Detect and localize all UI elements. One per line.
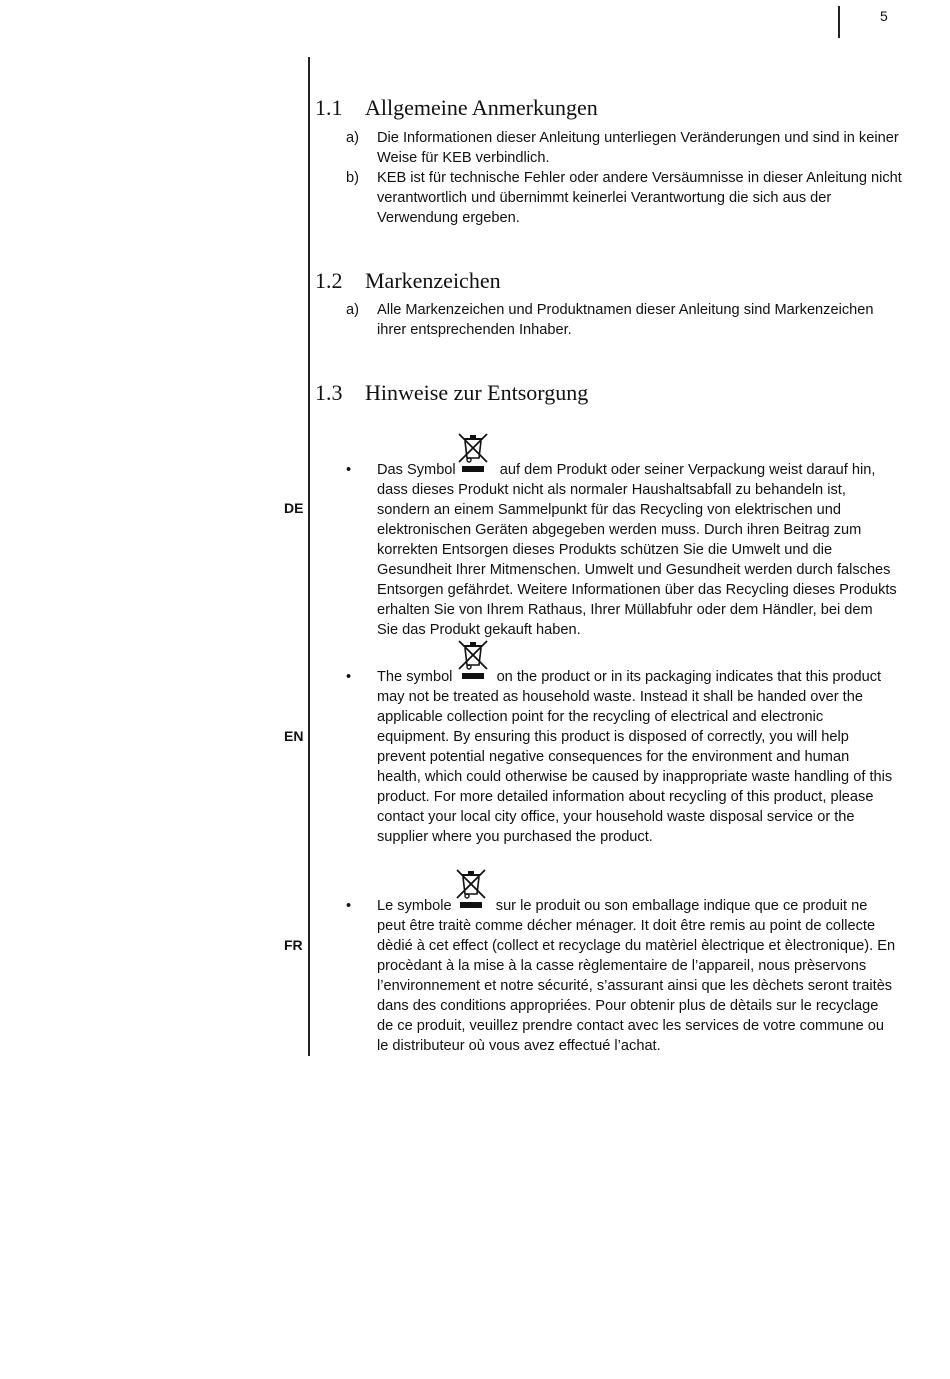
para-text-after: auf dem Produkt oder seiner Verpackung weist darauf hin, dass dieses Produkt nicht als normaler Haushaltsabfall zu behandeln ist, sondern an einem Sammelpunkt für das Recycling von elektrischen und elektronischen Geräten abgegeben werden muss. Durch ihren Beitrag zum korrekten Entsorgen dieses Produkts schützen Sie die Umwelt und die Gesundheit Ihrer Mitmenschen. Umwelt und Gesundheit werden durch falsches Entsorgen gefährdet. Weitere Informationen über das Recycling dieses Produkts erhalten Sie von Ihrem Rathaus, Ihrer Müllabfuhr oder dem Händler, bei dem Sie das Produkt gekauft haben. <box>377 462 897 638</box>
page-number: 5 <box>880 8 888 24</box>
language-label-en: EN <box>284 728 304 744</box>
disposal-paragraph-de <box>377 460 897 640</box>
list-text: Die Informationen dieser Anleitung unterliegen Veränderungen und sind in keiner Weise für KEB verbindlich. <box>377 130 899 166</box>
language-label-fr: FR <box>284 937 303 953</box>
list-item <box>346 168 906 228</box>
para-text-after: on the product or in its packaging indicates that this product may not be treated as household waste. Instead it shall be handed over the applicable collection point for the recycling of electrical and electronic equipment. By ensuring this product is disposed of correctly, you will help prevent potential negative consequences for the environment and human health, which could otherwise be caused by inappropriate waste handling of this product. For more detailed information about recycling of this product, please contact your local city office, your household waste disposal service or the supplier where you purchased the product. <box>377 669 893 845</box>
section-number: 1.3 <box>315 380 343 405</box>
bullet: • <box>346 669 352 685</box>
language-label-de: DE <box>284 500 304 516</box>
section-number: 1.1 <box>315 95 343 120</box>
list-text: KEB ist für technische Fehler oder andere Versäumnisse in dieser Anleitung nicht verantwortlich und übernimmt keinerlei Verantwortung die sich aus der Verwendung ergeben. <box>377 170 902 226</box>
bullet: • <box>346 462 352 478</box>
section-heading-1-1 <box>315 95 598 121</box>
para-text-before: The symbol <box>377 669 453 685</box>
section-heading-1-3 <box>315 380 588 406</box>
section-title: Allgemeine Anmerkungen <box>365 95 598 120</box>
para-text-after: sur le produit ou son emballage indique que ce produit ne peut être traitè comme décher ménager. It doit être remis au point de collecte dèdié à cet effect (collect et recyclage du matèriel èlectrique et èlectronique). En procèdant à la mise à la casse règlementaire de l’appareil, nous prèservons l’environnement et notre sécurité, s’assurant ainsi que les dèchets seront traitès dans des conditions appropriées. Pour obtenir plus de dètails sur le recyclage de ce produit, veuillez prendre contact avec les services de votre commune ou le distributeur où vous avez effectué l’achat. <box>377 898 896 1054</box>
header-rule <box>838 6 840 38</box>
list-marker: b) <box>346 170 359 186</box>
margin-rule <box>308 57 310 1056</box>
bullet: • <box>346 898 352 914</box>
list-text: Alle Markenzeichen und Produktnamen dieser Anleitung sind Markenzeichen ihrer entsprechenden Inhaber. <box>377 302 874 338</box>
disposal-paragraph-fr <box>377 896 897 1056</box>
list-marker: a) <box>346 302 359 318</box>
section-title: Markenzeichen <box>365 268 501 293</box>
section-number: 1.2 <box>315 268 343 293</box>
list-item <box>346 128 906 168</box>
para-text-before: Le symbole <box>377 898 452 914</box>
section-heading-1-2 <box>315 268 501 294</box>
para-text-before: Das Symbol <box>377 462 456 478</box>
list-marker: a) <box>346 130 359 146</box>
disposal-paragraph-en <box>377 667 897 847</box>
list-item <box>346 300 906 340</box>
section-title: Hinweise zur Entsorgung <box>365 380 589 405</box>
